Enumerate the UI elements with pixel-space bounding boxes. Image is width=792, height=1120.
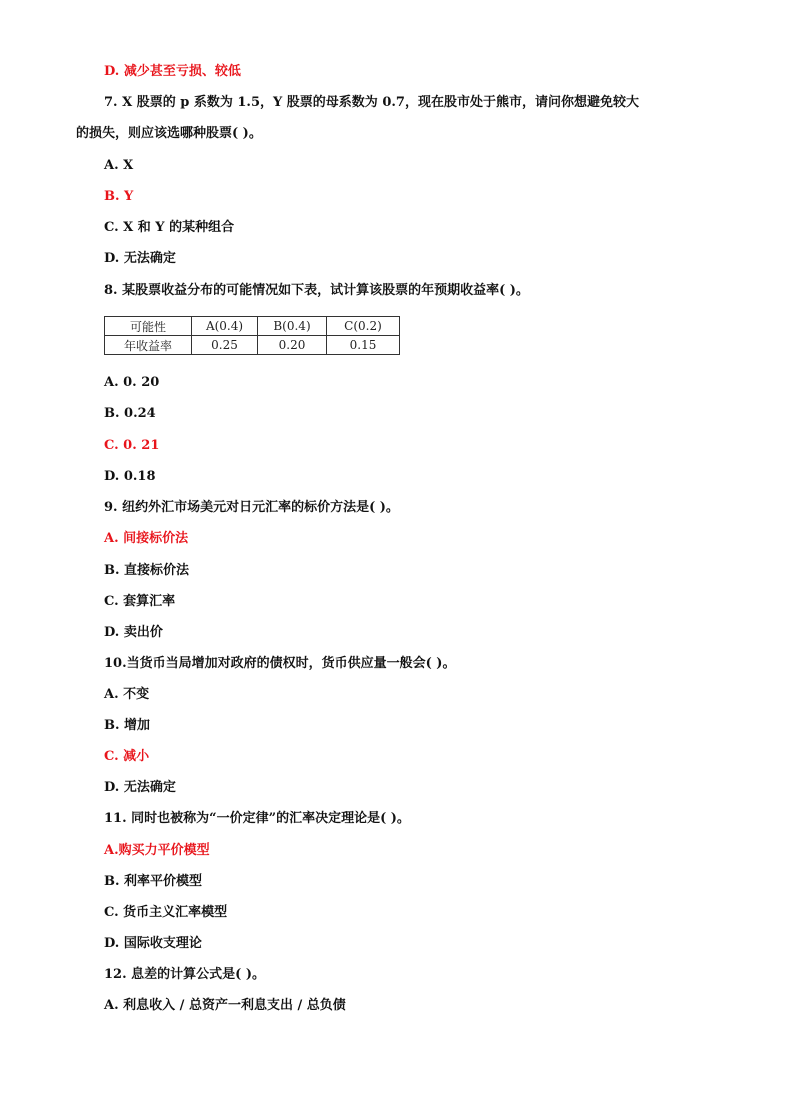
- table-cell: A(0.4): [192, 317, 258, 336]
- table-cell: 0.20: [258, 336, 327, 355]
- q11-stem: 11. 同时也被称为“一价定律”的汇率决定理论是( )。: [104, 811, 410, 826]
- table-cell: 可能性: [105, 317, 192, 336]
- q9-option-a: A. 间接标价法: [104, 531, 189, 546]
- q7-stem-line1: 7. X 股票的 p 系数为 1.5，Y 股票的母系数为 0.7，现在股市处于熊市，请问你想避免较大: [104, 95, 639, 110]
- table-cell: C(0.2): [327, 317, 400, 336]
- q11-option-d: D. 国际收支理论: [104, 936, 202, 951]
- table-cell: 0.15: [327, 336, 400, 355]
- q7-option-b: B. Y: [104, 189, 134, 204]
- q9-stem: 9. 纽约外汇市场美元对日元汇率的标价方法是( )。: [104, 500, 399, 515]
- q10-option-d: D. 无法确定: [104, 780, 176, 795]
- q8-option-c: C. 0. 21: [104, 438, 160, 453]
- table-row: [105, 336, 400, 355]
- q7-stem-line2: 的损失，则应该选哪种股票( )。: [76, 126, 262, 141]
- table-header-row: [105, 317, 400, 336]
- q7-option-d: D. 无法确定: [104, 251, 176, 266]
- table-cell: B(0.4): [258, 317, 327, 336]
- q10-option-b: B. 增加: [104, 718, 151, 733]
- q8-stem: 8. 某股票收益分布的可能情况如下表，试计算该股票的年预期收益率( )。: [104, 283, 529, 298]
- q10-option-c: C. 减小: [104, 749, 150, 764]
- q9-option-b: B. 直接标价法: [104, 563, 190, 578]
- q11-option-c: C. 货币主义汇率模型: [104, 905, 228, 920]
- q6-option-d: D. 减少甚至亏损、较低: [104, 64, 241, 79]
- q12-option-a: A. 利息收入 / 总资产一利息支出 / 总负债: [104, 998, 346, 1013]
- q8-option-d: D. 0.18: [104, 469, 156, 484]
- q11-option-a: A.购买力平价模型: [104, 843, 210, 858]
- q12-stem: 12. 息差的计算公式是( )。: [104, 967, 265, 982]
- q10-option-a: A. 不变: [104, 687, 150, 702]
- q8-option-b: B. 0.24: [104, 406, 156, 421]
- q9-option-c: C. 套算汇率: [104, 594, 176, 609]
- table-cell: 年收益率: [105, 336, 192, 355]
- q10-stem: 10.当货币当局增加对政府的债权时，货币供应量一般会( )。: [104, 656, 456, 671]
- q9-option-d: D. 卖出价: [104, 625, 163, 640]
- q11-option-b: B. 利率平价模型: [104, 874, 203, 889]
- q8-option-a: A. 0. 20: [104, 375, 160, 390]
- q7-option-a: A. X: [104, 158, 134, 173]
- q7-option-c: C. X 和 Y 的某种组合: [104, 220, 235, 235]
- return-distribution-table: [104, 316, 400, 355]
- table-cell: 0.25: [192, 336, 258, 355]
